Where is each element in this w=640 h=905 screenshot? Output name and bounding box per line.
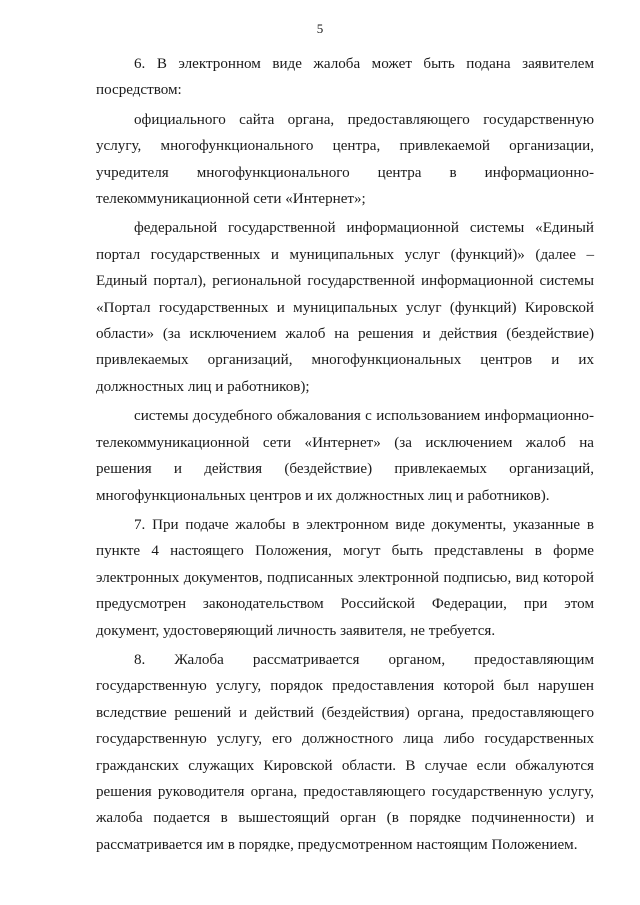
paragraph-8: 8. Жалоба рассматривается органом, предоставляющим государственную услугу, порядок предоставления которой был нарушен вследствие решений и действий (бездействия) органа, предоставляющего государственную услугу, его должностного лица либо государственных гражданских служащих Кировской области. В случае если обжалуются решения руководителя органа, предоставляющего государственную услугу, жалоба подается в вышестоящий орган (в порядке подчиненности) и рассматривается им в порядке, предусмотренном настоящим Положением. bbox=[96, 651, 594, 853]
paragraph-6-intro: 6. В электронном виде жалоба может быть подана заявителем посредством: bbox=[96, 56, 594, 99]
paragraph-pretrial-appeal-system: системы досудебного обжалования с использованием информационно-телекоммуникационной сети «Интернет» (за исключением жалоб на решения и действия (бездействие) привлекаемых организаций, многофункциональных центров и их должностных лиц и работников). bbox=[96, 408, 594, 504]
paragraph-official-site: официального сайта органа, предоставляющего государственную услугу, многофункционального центра, привлекаемой организации, учредителя многофункционального центра в информационно-телекоммуникационной сети «Интернет»; bbox=[96, 111, 594, 208]
page-number: 5 bbox=[316, 21, 324, 36]
paragraph-unified-portal: федеральной государственной информационной системы «Единый портал государственных и муниципальных услуг (функций)» (далее – Единый портал), региональной государственной информационной системы «Портал государственных и муниципальных услуг (функций) Кировской области» (за исключением жалоб на решения и действия (бездействие) привлекаемых организаций, многофункциональных центров и их должностных лиц и работников); bbox=[96, 220, 594, 395]
document-body bbox=[96, 51, 594, 858]
paragraph-7: 7. При подаче жалобы в электронном виде документы, указанные в пункте 4 настоящего Положения, могут быть представлены в форме электронных документов, подписанных электронной подписью, вид которой предусмотрен законодательством Российской Федерации, при этом документ, удостоверяющий личность заявителя, не требуется. bbox=[96, 516, 594, 639]
